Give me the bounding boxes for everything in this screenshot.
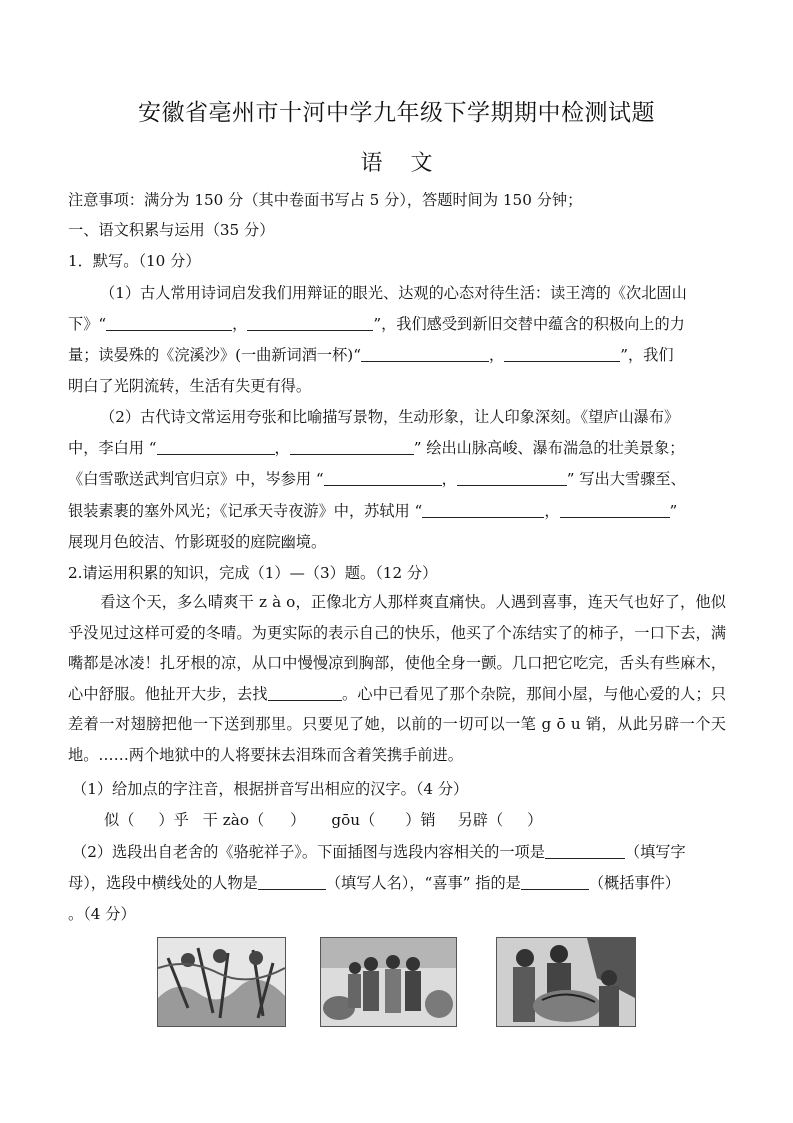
section-heading: 一、语文积累与运用（35 分） xyxy=(68,221,275,239)
answer-blank[interactable] xyxy=(560,501,670,518)
notice-text: 注意事项：满分为 150 分（其中卷面书写占 5 分），答题时间为 150 分钟； xyxy=(68,191,583,209)
answer-blank[interactable] xyxy=(324,469,442,486)
answer-blank[interactable] xyxy=(258,873,326,890)
q1-p2-line2: 中，李白用 “ ， ” 绘出山脉高峻、瀑布湍急的壮美景象； xyxy=(68,439,685,457)
illustration-c xyxy=(496,937,636,1027)
q1-p1-line3: 量；读晏殊的《浣溪沙》(一曲新词酒一杯)“ ， ”，我们 xyxy=(68,346,674,364)
answer-blank[interactable] xyxy=(361,345,489,362)
q1-p1-line2: 下》“ ， ”，我们感受到新旧交替中蕴含的积极向上的力 xyxy=(68,315,685,333)
answer-blank[interactable] xyxy=(422,501,544,518)
answer-blank[interactable] xyxy=(157,438,275,455)
q1-p1-line1: （1）古人常用诗词启发我们用辩证的眼光、达观的心态对待生活：读王湾的《次北固山 xyxy=(100,284,687,302)
q2-sub1: （1）给加点的字注音，根据拼音写出相应的汉字。（4 分） xyxy=(72,780,469,798)
q1-p2-line1: （2）古代诗文常运用夸张和比喻描写景物，生动形象，让人印象深刻。《望庐山瀑布》 xyxy=(100,408,680,426)
question-2-heading: 2.请运用积累的知识，完成（1）—（3）题。（12 分） xyxy=(68,564,438,582)
subject-heading: 语文 xyxy=(360,151,461,176)
answer-blank[interactable] xyxy=(504,345,620,362)
q2-sub1-items: 似（ ）乎 干 zào（ ） gōu（ ）销 另辟（ ） xyxy=(104,811,543,829)
illustration-a xyxy=(157,937,286,1027)
answer-blank[interactable] xyxy=(457,469,567,486)
novel-passage: 看这个天，多么晴爽干 z à o，正像北方人那样爽直痛快。人遇到喜事，连天气也好了，他似乎没见过这样可爱的冬晴。为更实际的表示自己的快乐，他买了个冻结实了的柿子，一口下去，满嘴都是冰凌！扎牙根的凉，从口中慢慢凉到胸部，使他全身一颤。几口把它吃完，舌头有些麻木，心中舒服。他扯开大步，去找 。心中已看见了那个杂院，那间小屋，与他心爱的人；只差着一对翅膀把他一下送到那里。只要见了她，以前的一切可以一笔 g ō u 销，从此另辟一个天地。……两个地狱中的人将要抹去泪珠而含着笑携手前进。 xyxy=(68,593,726,764)
q1-p1-line4: 明白了光阴流转，生活有失更有得。 xyxy=(68,377,311,395)
q2-sub2-line1: （2）选段出自老舍的《骆驼祥子》。下面插图与选段内容相关的一项是 （填写字 xyxy=(72,843,686,861)
q1-p2-line4: 银装素裹的塞外风光；《记承天寺夜游》中，苏轼用 “ ， ” xyxy=(68,502,678,520)
q2-sub2-line2: 母），选段中横线处的人物是 （填写人名），“喜事” 指的是 （概括事件） xyxy=(68,874,680,892)
passage-blank[interactable] xyxy=(268,684,342,701)
question-1-heading: 1．默写。（10 分） xyxy=(68,252,201,270)
illustration-b xyxy=(320,937,457,1027)
q2-sub2-line3: 。（4 分） xyxy=(68,905,136,923)
answer-blank[interactable] xyxy=(106,314,232,331)
q1-p2-line3: 《白雪歌送武判官归京》中，岑参用 “ ， ” 写出大雪骤至、 xyxy=(68,470,686,488)
answer-blank[interactable] xyxy=(290,438,414,455)
answer-blank[interactable] xyxy=(545,842,625,859)
answer-blank[interactable] xyxy=(521,873,589,890)
page-title: 安徽省亳州市十河中学九年级下学期期中检测试题 xyxy=(138,100,655,126)
q1-p2-line5: 展现月色皎洁、竹影斑驳的庭院幽境。 xyxy=(68,533,327,551)
answer-blank[interactable] xyxy=(247,314,373,331)
